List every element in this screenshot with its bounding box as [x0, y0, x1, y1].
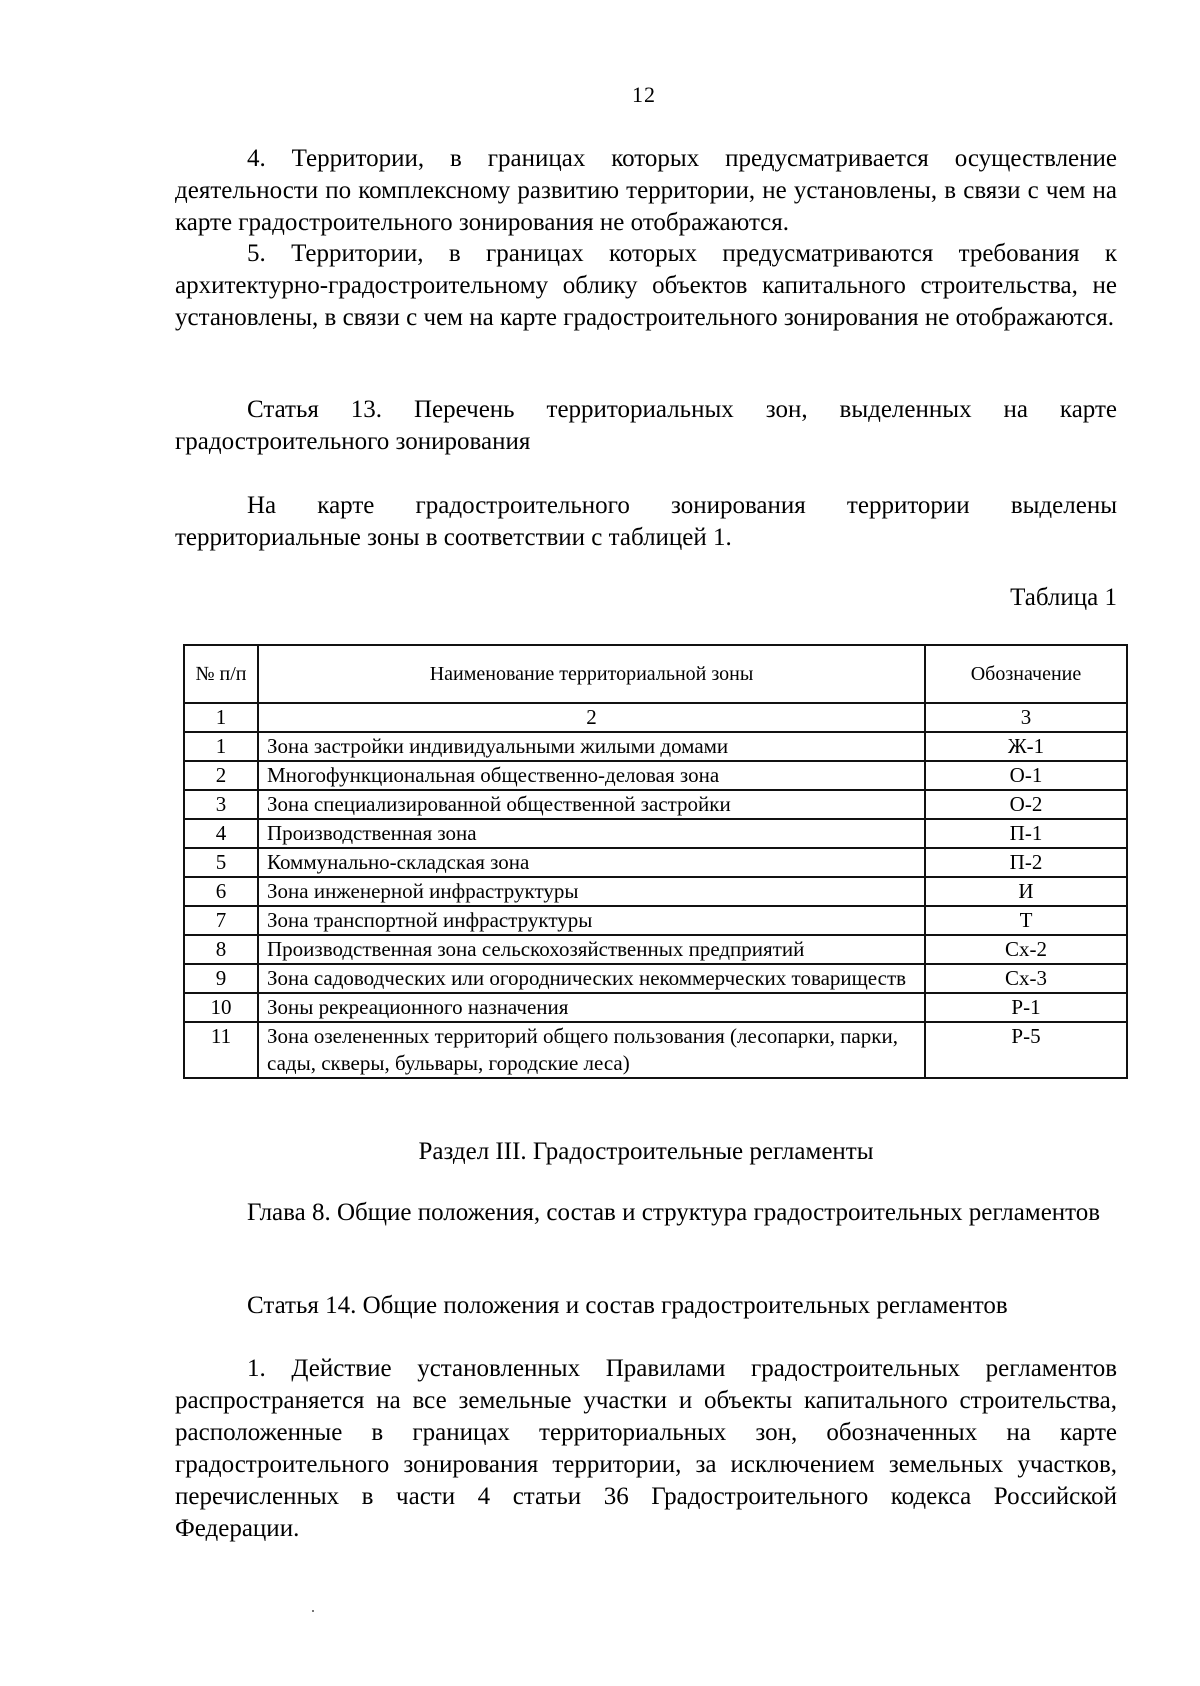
zone-code-cell: Т [925, 906, 1127, 935]
column-number-row [184, 703, 1127, 732]
article-13-text: На карте градостроительного зонирования территории выделены территориальные зоны в соответствии с таблицей 1. [175, 492, 1117, 551]
zone-code-cell: Р-5 [925, 1022, 1127, 1078]
paragraph-item-4: 4. Территории, в границах которых предусматривается осуществление деятельности по комплексному развитию территории, не установлены, в связи с чем на карте градостроительного зонирования не отображаются. [175, 145, 1117, 236]
zone-num-cell: 10 [184, 993, 258, 1022]
zone-code-cell: И [925, 877, 1127, 906]
zone-num-cell: 1 [184, 732, 258, 761]
header-num: № п/п [184, 645, 258, 703]
table-caption: Таблица 1 [1010, 584, 1117, 611]
table-row [184, 819, 1127, 848]
header-name: Наименование территориальной зоны [258, 645, 925, 703]
zone-num-cell: 2 [184, 761, 258, 790]
zone-num-cell: 7 [184, 906, 258, 935]
zone-name-cell: Коммунально-складская зона [258, 848, 925, 877]
table-row [184, 761, 1127, 790]
zone-code-cell: О-1 [925, 761, 1127, 790]
header-code: Обозначение [925, 645, 1127, 703]
scan-artifact [312, 1610, 314, 1612]
zone-name-cell: Зона озелененных территорий общего пользования (лесопарки, парки, сады, скверы, бульвары, городские леса) [258, 1022, 925, 1078]
zone-name-cell: Зона инженерной инфраструктуры [258, 877, 925, 906]
zone-name-cell: Производственная зона [258, 819, 925, 848]
column-number: 1 [184, 703, 258, 732]
zone-name-cell: Зоны рекреационного назначения [258, 993, 925, 1022]
paragraph-item-5: 5. Территории, в границах которых предусматриваются требования к архитектурно-градостроительному облику объектов капитального строительства, не установлены, в связи с чем на карте градостроительного зонирования не отображаются. [175, 240, 1117, 331]
article-13-title: Статья 13. Перечень территориальных зон, выделенных на карте градостроительного зонирования [175, 396, 1117, 455]
table-header-row [184, 645, 1127, 703]
zone-name-cell: Многофункциональная общественно-деловая зона [258, 761, 925, 790]
page-number: 12 [632, 82, 656, 107]
zone-name-cell: Зона застройки индивидуальными жилыми домами [258, 732, 925, 761]
article-14-item-1: 1. Действие установленных Правилами градостроительных регламентов распространяется на все земельные участки и объекты капитального строительства, расположенные в границах территориальных зон, обозначенных на карте градостроительного зонирования территории, за исключением земельных участков, перечисленных в части 4 статьи 36 Градостроительного кодекса Российской Федерации. [175, 1355, 1117, 1542]
table-row [184, 993, 1127, 1022]
zone-num-cell: 8 [184, 935, 258, 964]
column-number: 2 [258, 703, 925, 732]
column-number: 3 [925, 703, 1127, 732]
zone-num-cell: 3 [184, 790, 258, 819]
zone-code-cell: П-1 [925, 819, 1127, 848]
table-row [184, 1022, 1127, 1078]
territorial-zones-table [183, 644, 1128, 1079]
zone-code-cell: Ж-1 [925, 732, 1127, 761]
zone-num-cell: 6 [184, 877, 258, 906]
zone-code-cell: Сх-2 [925, 935, 1127, 964]
zone-code-cell: Р-1 [925, 993, 1127, 1022]
chapter-8-title: Глава 8. Общие положения, состав и структура градостроительных регламентов [247, 1199, 1101, 1226]
zone-name-cell: Зона транспортной инфраструктуры [258, 906, 925, 935]
table-row [184, 732, 1127, 761]
zone-num-cell: 11 [184, 1022, 258, 1078]
zone-code-cell: О-2 [925, 790, 1127, 819]
zone-num-cell: 9 [184, 964, 258, 993]
article-14-title: Статья 14. Общие положения и состав градостроительных регламентов [247, 1292, 1008, 1319]
table-row [184, 964, 1127, 993]
zone-name-cell: Зона садоводческих или огороднических некоммерческих товариществ [258, 964, 925, 993]
zone-num-cell: 4 [184, 819, 258, 848]
zone-name-cell: Зона специализированной общественной застройки [258, 790, 925, 819]
table-row [184, 848, 1127, 877]
zone-code-cell: П-2 [925, 848, 1127, 877]
zone-code-cell: Сх-3 [925, 964, 1127, 993]
zone-num-cell: 5 [184, 848, 258, 877]
table-row [184, 877, 1127, 906]
zone-name-cell: Производственная зона сельскохозяйственных предприятий [258, 935, 925, 964]
table-row [184, 935, 1127, 964]
table-row [184, 790, 1127, 819]
table-row [184, 906, 1127, 935]
section-3-title: Раздел III. Градостроительные регламенты [418, 1138, 874, 1165]
